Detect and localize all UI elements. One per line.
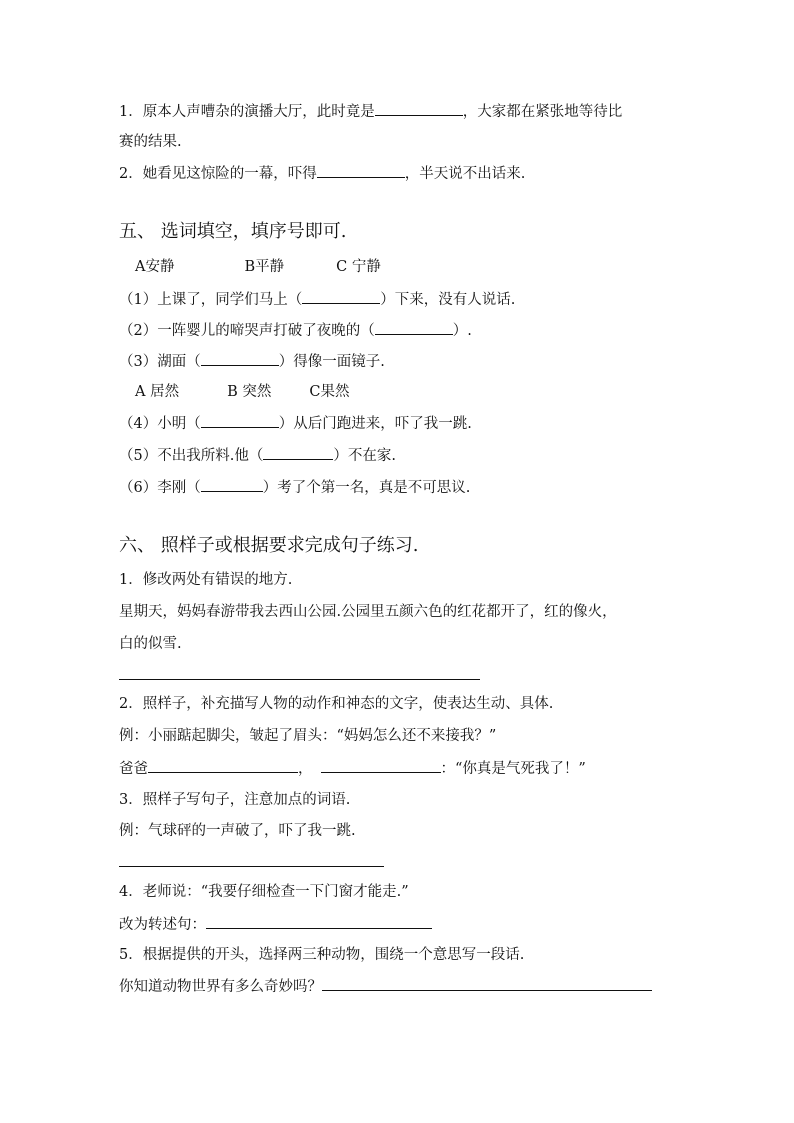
q6-5-answer-line: 你知道动物世界有多么奇妙吗？ (119, 976, 652, 997)
answer-blank[interactable] (302, 289, 380, 304)
answer-blank[interactable] (321, 758, 441, 773)
q6-2-answer-line: 爸爸 ， ：“你真是气死我了！” (119, 758, 586, 779)
answer-blank[interactable] (375, 101, 463, 116)
q6-2-text: 2．照样子，补充描写人物的动作和神态的文字，使表达生动、具体. (119, 696, 554, 712)
q4-2-line: 2．她看见这惊险的一幕，吓得 ，半天说不出话来. (119, 163, 525, 184)
answer-blank[interactable] (206, 914, 432, 929)
q6-1-text: 1．修改两处有错误的地方. (119, 572, 293, 588)
section5-title: 五、 选词填空，填序号即可. (119, 221, 347, 242)
q6-3-text: 3．照样子写句子，注意加点的词语. (119, 792, 351, 808)
fill-item-5: （5）不出我所料.他（ ）不在家. (119, 445, 396, 466)
fill-item-1: （1）上课了，同学们马上（ ）下来，没有人说话. (119, 289, 515, 310)
q6-5-text: 5．根据提供的开头，选择两三种动物，围绕一个意思写一段话. (119, 947, 525, 963)
answer-blank[interactable] (201, 477, 263, 492)
answer-blank[interactable] (322, 976, 652, 991)
answer-blank[interactable] (317, 163, 405, 178)
q6-2-example: 例：小丽踮起脚尖，皱起了眉头：“妈妈怎么还不来接我？” (119, 728, 497, 744)
answer-line[interactable] (119, 866, 384, 867)
answer-blank[interactable] (263, 445, 333, 460)
q6-1-sentence-line1: 星期天，妈妈春游带我去西山公园.公园里五颜六色的红花都开了，红的像火， (119, 604, 617, 620)
q6-1-sentence-line2: 白的似雪. (119, 636, 182, 652)
q6-3-example: 例：气球砰的一声破了，吓了我一跳. (119, 823, 356, 839)
fill-item-4: （4）小明（ ）从后门跑进来，吓了我一跳. (119, 413, 472, 434)
fill-item-2: （2）一阵婴儿的啼哭声打破了夜晚的（ ）. (119, 320, 472, 341)
q4-1-line: 1．原本人声嘈杂的演播大厅，此时竟是 ，大家都在紧张地等待比 (119, 101, 622, 122)
q6-4-answer-line: 改为转述句： (119, 914, 432, 935)
section6-title: 六、 照样子或根据要求完成句子练习. (119, 535, 419, 556)
answer-blank[interactable] (201, 413, 279, 428)
fill-item-3: （3）湖面（ ）得像一面镜子. (119, 351, 385, 372)
q6-4-text: 4．老师说：“我要仔细检查一下门窗才能走.” (119, 884, 409, 900)
answer-line[interactable] (119, 679, 480, 680)
answer-blank[interactable] (375, 320, 453, 335)
fill-item-6: （6）李刚（ ）考了个第一名，真是不可思议. (119, 477, 470, 498)
q4-1-cont: 赛的结果. (119, 134, 182, 150)
answer-blank[interactable] (148, 758, 298, 773)
options-row-2: A 居然 B 突然 C果然 (135, 384, 350, 400)
answer-blank[interactable] (201, 351, 279, 366)
options-row-1: A安静 B平静 C 宁静 (135, 259, 381, 275)
